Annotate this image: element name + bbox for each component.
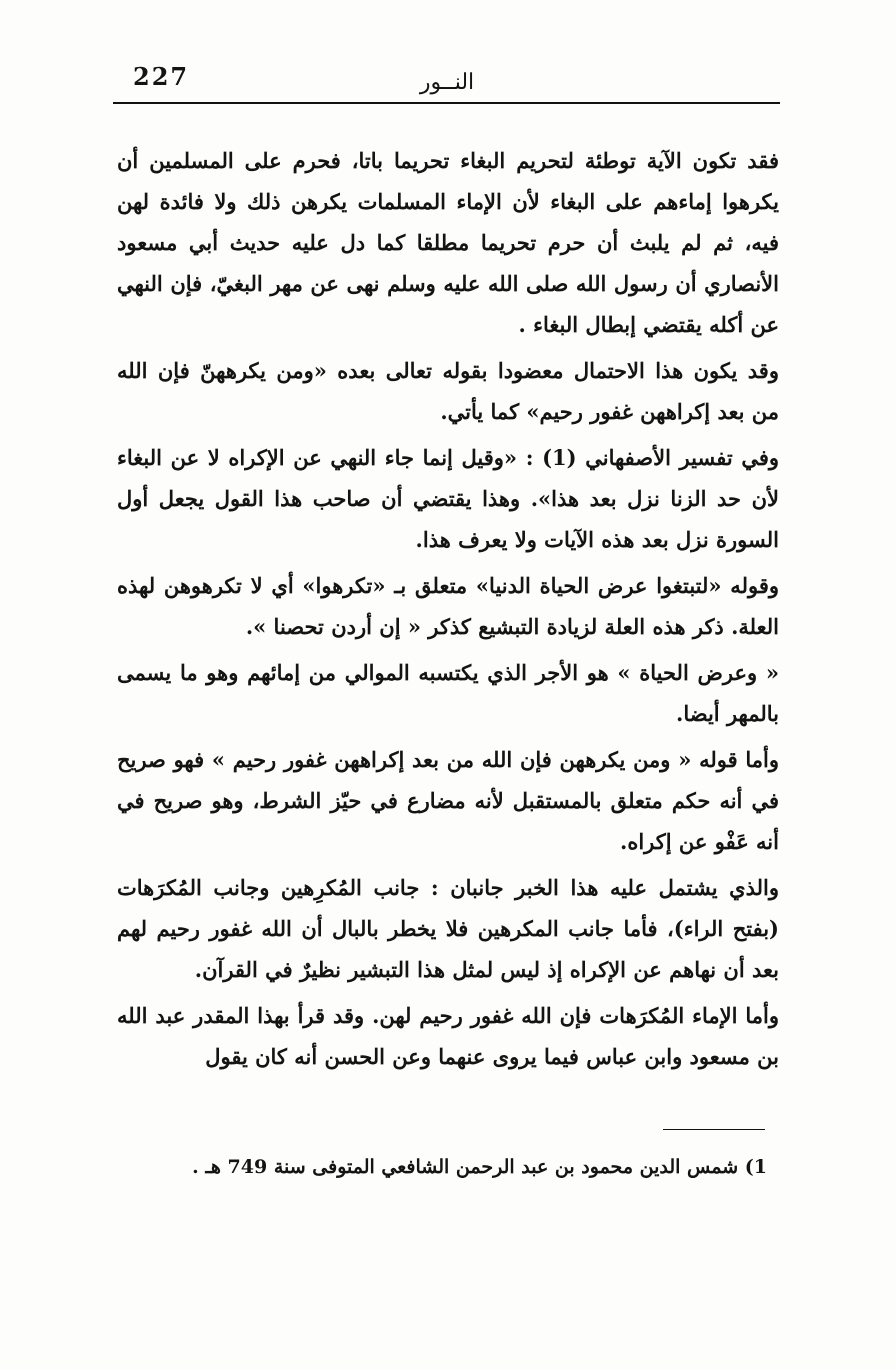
- footnote-rule: [663, 1129, 765, 1130]
- paragraph-4: وقوله «لتبتغوا عرض الحياة الدنيا» متعلق بـ «تكرهوا» أي لا تكرهوهن لهذه العلة. ذكر هذه العلة لزيادة التبشيع كذكر « إن أردن تحصنا ».: [117, 573, 779, 639]
- header-rule: [113, 102, 780, 104]
- paragraph-2: وقد يكون هذا الاحتمال معضودا بقوله تعالى بعده «ومن يكرههنّ فإن الله من بعد إكراههن غفور رحيم» كما يأتي.: [117, 358, 779, 424]
- paragraph-7: والذي يشتمل عليه هذا الخبر جانبان : جانب المُكرِهين وجانب المُكرَهات (بفتح الراء)، فأما جانب المكرهين فلا يخطر بالبال أن الله غفور رحيم لهم بعد أن نهاهم عن الإكراه إذ ليس لمثل هذا التبشير نظيرٌ في القرآن.: [117, 875, 779, 982]
- page-header: [115, 52, 779, 102]
- running-title: النــور: [419, 70, 475, 95]
- paragraph-8: وأما الإماء المُكرَهات فإن الله غفور رحيم لهن. وقد قرأ بهذا المقدر عبد الله بن مسعود وابن عباس فيما يروى عنهما وعن الحسن أنه كان يقول: [117, 1003, 779, 1069]
- body-text: [117, 140, 779, 1077]
- paragraph-3: وفي تفسير الأصفهاني (1) : «وقيل إنما جاء النهي عن الإكراه لا عن البغاء لأن حد الزنا نزل بعد هذا». وهذا يقتضي أن صاحب هذا القول يجعل أول السورة نزل بعد هذه الآيات ولا يعرف هذا.: [117, 445, 779, 552]
- footnote: 1) شمس الدين محمود بن عبد الرحمن الشافعي المتوفى سنة 749 هـ .: [192, 1156, 767, 1178]
- paragraph-5: « وعرض الحياة » هو الأجر الذي يكتسبه الموالي من إمائهم وهو ما يسمى بالمهر أيضا.: [117, 660, 779, 726]
- page-number: 227: [133, 62, 190, 91]
- paragraph-6: وأما قوله « ومن يكرههن فإن الله من بعد إكراههن غفور رحيم » فهو صريح في أنه حكم متعلق بالمستقبل لأنه مضارع في حيّز الشرط، وهو صريح في أنه عَفْو عن إكراه.: [117, 747, 779, 854]
- paragraph-1: فقد تكون الآية توطئة لتحريم البغاء تحريما باتا، فحرم على المسلمين أن يكرهوا إماءهم على البغاء لأن الإماء المسلمات يكرهن ذلك ولا فائدة لهن فيه، ثم لم يلبث أن حرم تحريما مطلقا كما دل عليه حديث أبي مسعود الأنصاري أن رسول الله صلى الله عليه وسلم نهى عن مهر البغيّ، فإن النهي عن أكله يقتضي إبطال البغاء .: [117, 148, 779, 337]
